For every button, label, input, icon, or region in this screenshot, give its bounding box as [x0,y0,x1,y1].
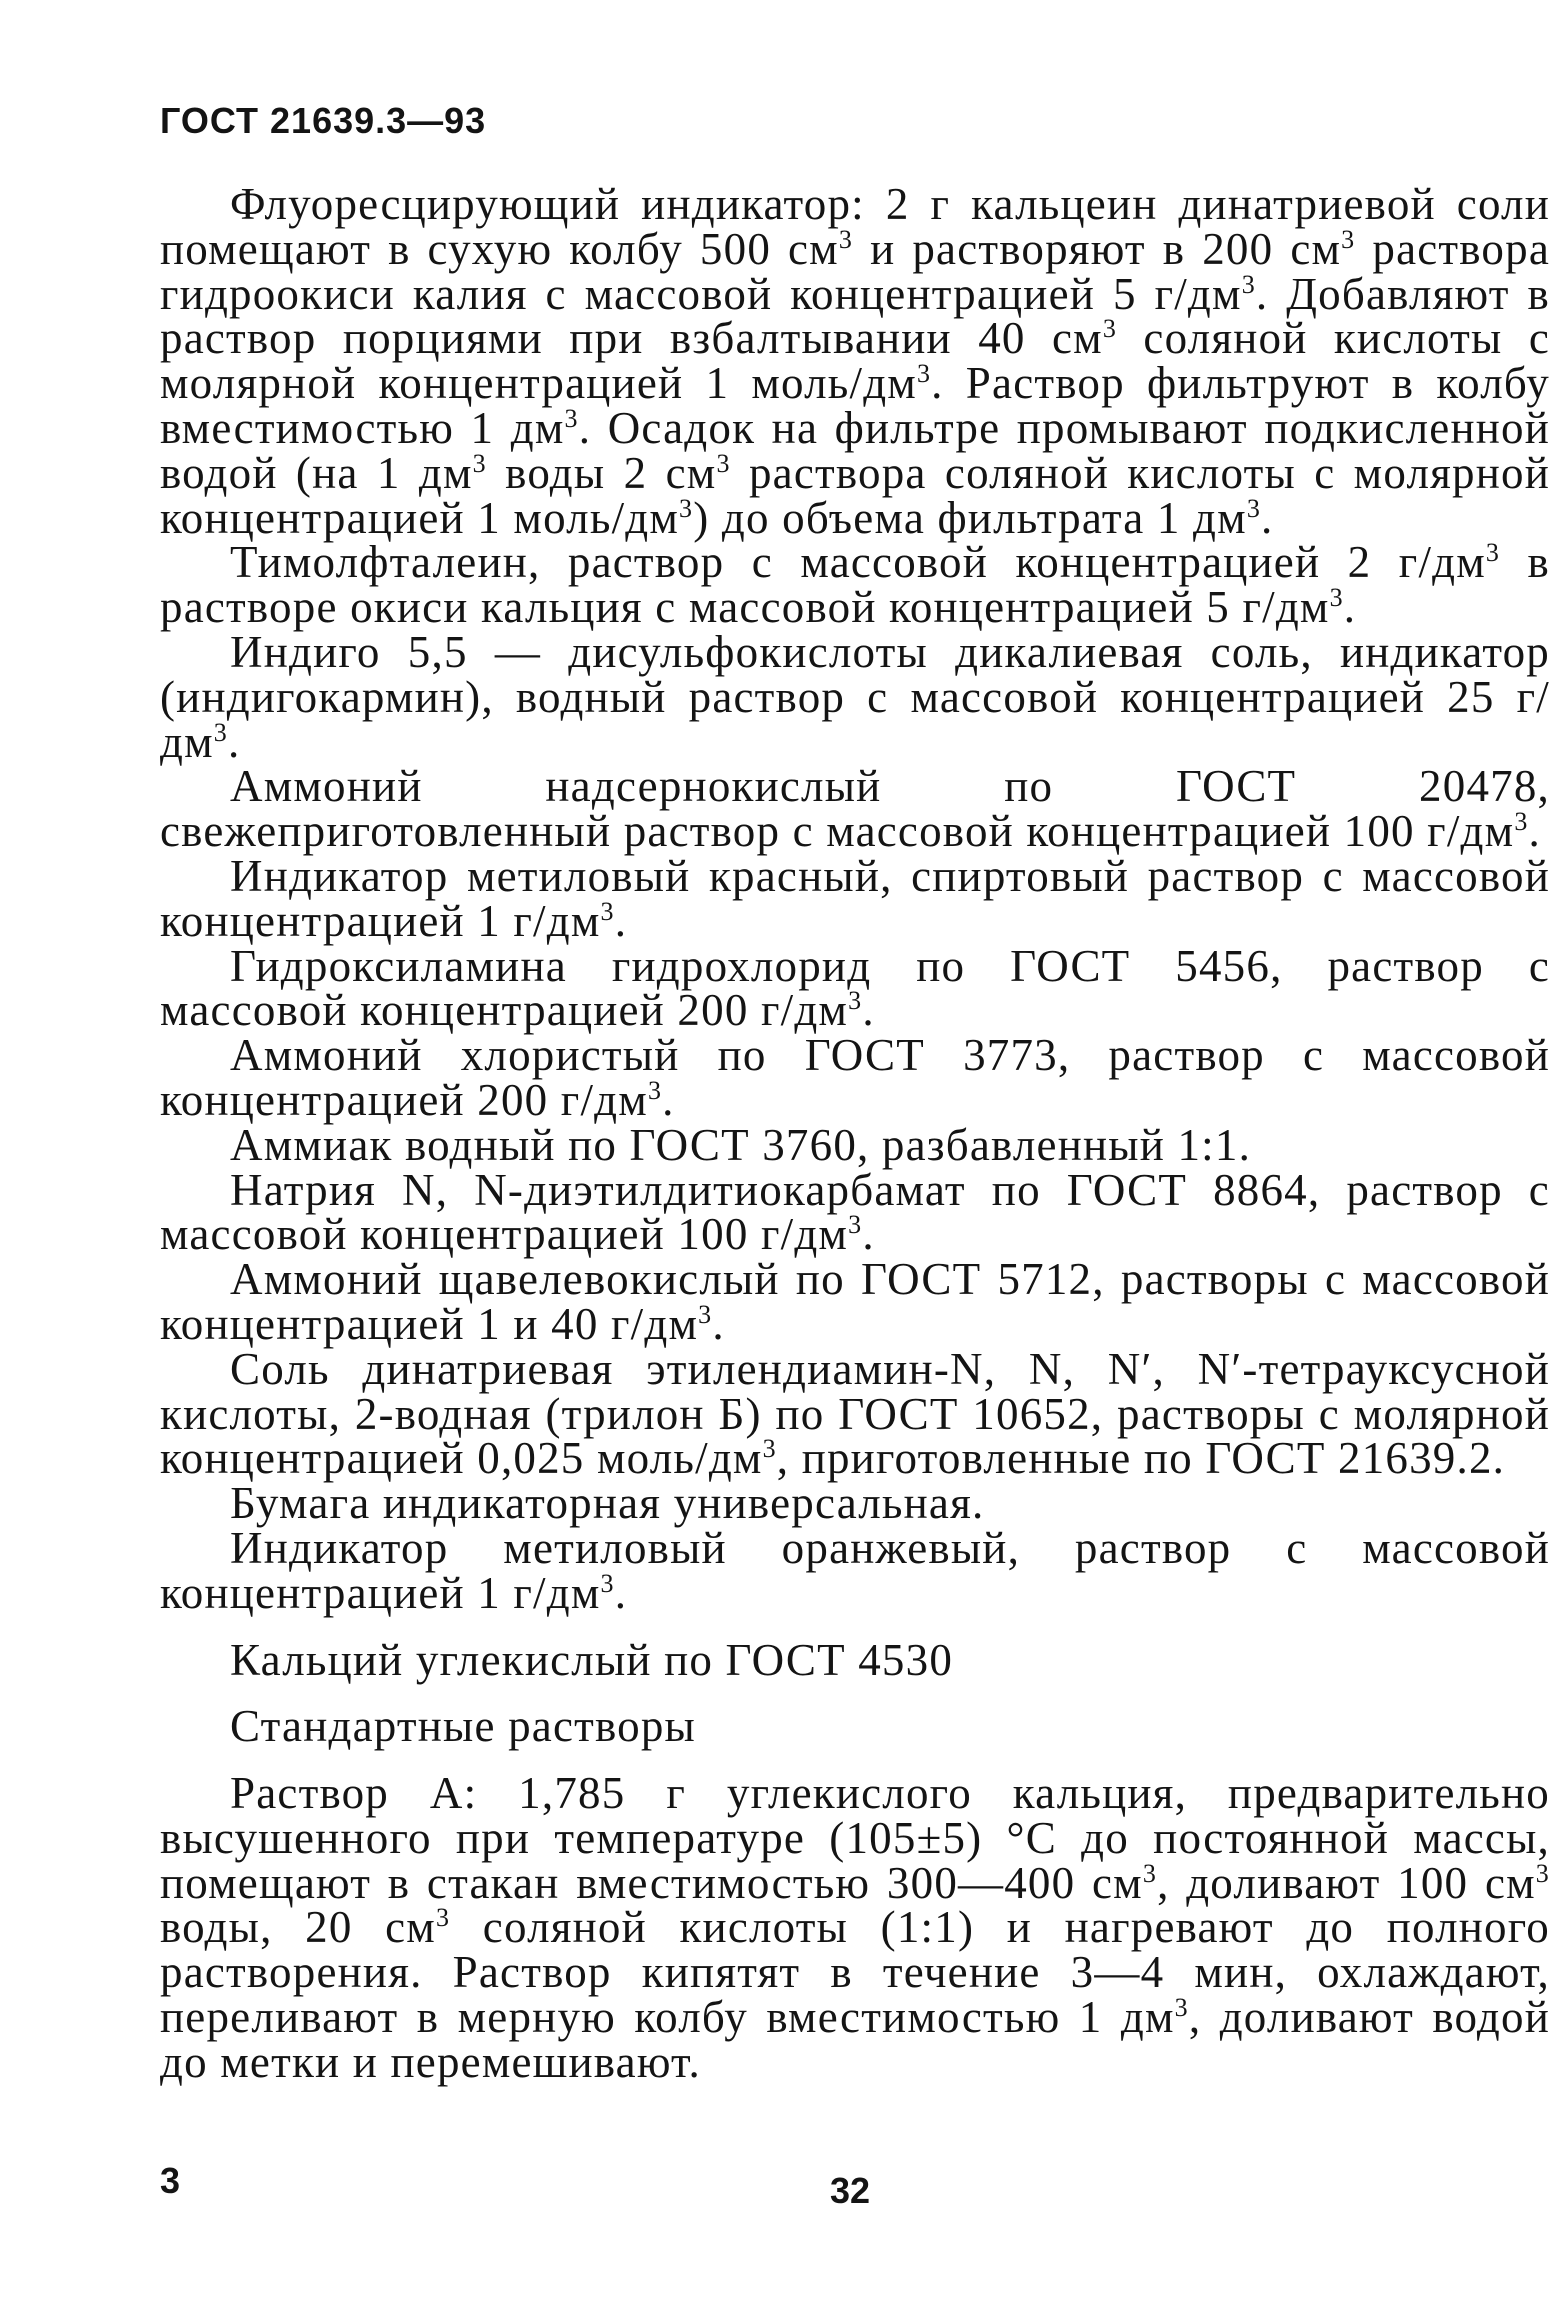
paragraph: Аммиак водный по ГОСТ 3760, разбавленный 1:1. [230,1119,1252,1170]
paragraph: Индиго 5,5 — дисульфокислоты дикалиевая соль, индикатор (индигокармин), водный раствор с массовой концентрацией 25 $г/дм^3$. [160,626,1550,767]
document-body [160,179,1550,2087]
paragraph: Стандартные растворы [230,1701,696,1752]
document-header: ГОСТ 21639.3—93 [160,100,487,141]
paragraph: Раствор А: 1,785 г углекислого кальция, предварительно высушенного при температуре (105±5) °С до постоянной массы, помещают в стакан вместимостью 300—400 $см^3$, доливают 100 $см^3$ воды, 20 $см^3$ соляной кислоты (1:1) и нагревают до полного растворения. Раствор кипятят в течение 3—4 мин, охлаждают, переливают в мерную колбу вместимостью 1 $дм^3$, доливают водой до метки и перемешивают. [160,1768,1550,2087]
paragraph: Бумага индикаторная универсальная. [230,1478,985,1529]
paragraph: Соль динатриевая этилендиамин-N, N, N′, N′-тетрауксусной кислоты, 2-водная (трилон Б) по ГОСТ 10652, растворы с молярной концентрацией 0,025 моль/$дм^3$, приготовленные по ГОСТ 21639.2. [160,1343,1550,1484]
paragraph: Аммоний хлористый по ГОСТ 3773, раствор с массовой концентрацией 200 $г/дм^3$. [160,1030,1550,1125]
page-number: 32 [830,2170,871,2211]
footer-sheet-mark: 3 [160,2160,181,2201]
paragraph: Аммоний щавелевокислый по ГОСТ 5712, растворы с массовой концентрацией 1 и 40 $г/дм^3$. [160,1254,1550,1349]
paragraph: Аммоний надсернокислый по ГОСТ 20478, свежеприготовленный раствор с массовой концентрацией 100 $г/дм^3$. [160,761,1550,857]
paragraph: Гидроксиламина гидрохлорид по ГОСТ 5456, раствор с массовой концентрацией 200 $г/дм^3$. [160,940,1550,1036]
paragraph: Флуоресцирующий индикатор: 2 г кальцеин динатриевой соли помещают в сухую колбу 500 $см^3$ и растворяют в 200 $см^3$ раствора гидроокиси калия с массовой концентрацией 5 $г/дм^3$. Добавляют в раствор порциями при взбалтывании 40 $см^3$ соляной кислоты с молярной концентрацией 1 моль/$дм^3$. Раствор фильтруют в колбу вместимостью 1 $дм^3$. Осадок на фильтре промывают подкисленной водой (на 1 $дм^3$ воды 2 $см^3$ раствора соляной кислоты с молярной концентрацией 1 моль/$дм^3$) до объема фильтрата 1 $дм^3$. [160,179,1550,543]
paragraph: Индикатор метиловый оранжевый, раствор с массовой концентрацией 1 $г/дм^3$. [160,1522,1550,1618]
paragraph: Натрия N, N-диэтилдитиокарбамат по ГОСТ 8864, раствор с массовой концентрацией 100 $г/дм^3$. [160,1164,1550,1260]
paragraph: Кальций углекислый по ГОСТ 4530 [230,1634,954,1685]
document-page [160,100,1550,2220]
paragraph: Индикатор метиловый красный, спиртовый раствор с массовой концентрацией 1 $г/дм^3$. [160,850,1550,946]
paragraph: Тимолфталеин, раствор с массовой концентрацией 2 $г/дм^3$ в растворе окиси кальция с массовой концентрацией 5 $г/дм^3$. [160,537,1550,633]
